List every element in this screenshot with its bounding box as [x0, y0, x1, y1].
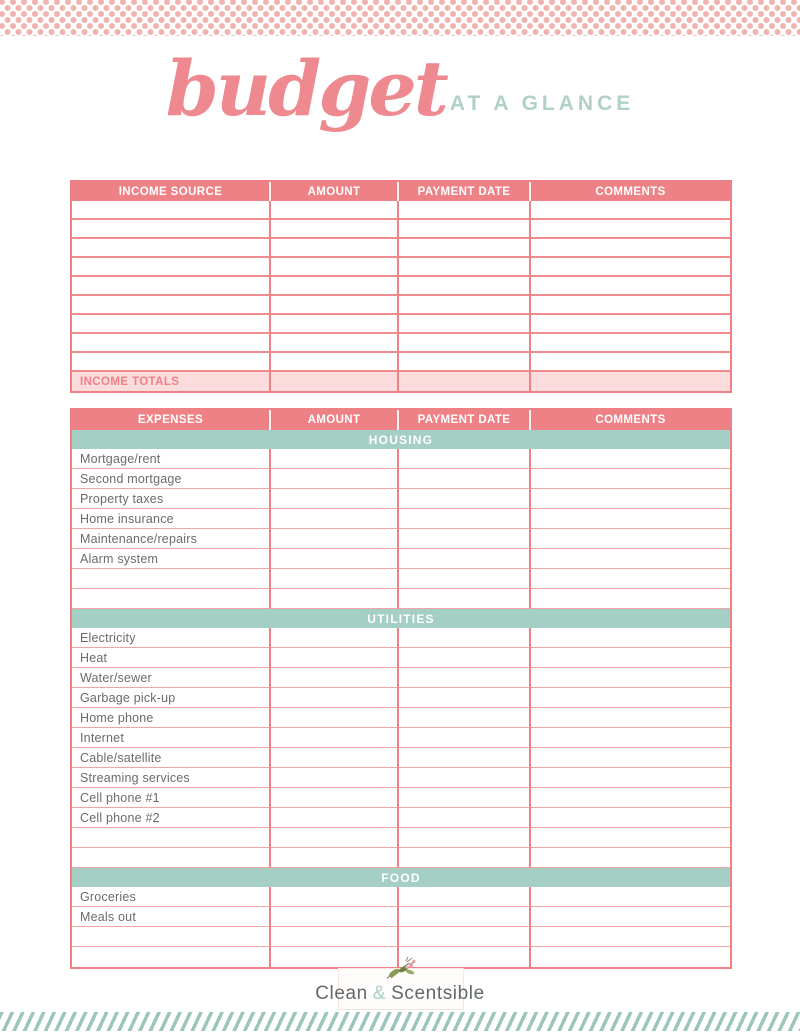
blank-row [72, 277, 730, 296]
entry-cell [399, 469, 531, 489]
entry-cell [531, 808, 730, 828]
income-totals-label: INCOME TOTALS [72, 372, 271, 391]
entry-cell [531, 589, 730, 609]
expense-row [72, 688, 730, 708]
expense-row [72, 768, 730, 788]
title-script-word: budget [165, 44, 446, 133]
totals-entry-cell [271, 372, 399, 391]
expense-label: Internet [72, 728, 271, 748]
entry-cell [399, 628, 531, 648]
entry-cell [399, 549, 531, 569]
entry-cell [399, 907, 531, 927]
entry-cell [399, 449, 531, 469]
entry-cell [72, 315, 271, 334]
blank-row [72, 828, 730, 848]
entry-cell [399, 688, 531, 708]
blank-row [72, 239, 730, 258]
entry-cell [271, 277, 399, 296]
entry-cell [271, 668, 399, 688]
entry-cell [72, 296, 271, 315]
section-band: HOUSING [72, 430, 730, 449]
entry-cell [531, 277, 730, 296]
blank-row [72, 201, 730, 220]
expense-label: Property taxes [72, 489, 271, 509]
floral-sprig-icon [379, 956, 421, 982]
totals-entry-cell [399, 372, 531, 391]
entry-cell [271, 549, 399, 569]
entry-cell [399, 489, 531, 509]
expense-row [72, 449, 730, 469]
blank-row [72, 353, 730, 372]
entry-cell [399, 848, 531, 868]
entry-cell [271, 648, 399, 668]
entry-cell [531, 788, 730, 808]
entry-cell [72, 277, 271, 296]
entry-cell [72, 589, 271, 609]
entry-cell [271, 201, 399, 220]
entry-cell [72, 353, 271, 372]
expense-row [72, 788, 730, 808]
entry-cell [399, 808, 531, 828]
entry-cell [399, 334, 531, 353]
expense-row [72, 808, 730, 828]
entry-cell [271, 258, 399, 277]
entry-cell [399, 748, 531, 768]
section-band: FOOD [72, 868, 730, 887]
blank-row [72, 296, 730, 315]
entry-cell [531, 648, 730, 668]
entry-cell [531, 449, 730, 469]
header-cell: COMMENTS [531, 182, 730, 201]
expense-label: Groceries [72, 887, 271, 907]
expense-row [72, 887, 730, 907]
section-band: UTILITIES [72, 609, 730, 628]
expense-label: Garbage pick-up [72, 688, 271, 708]
entry-cell [399, 927, 531, 947]
entry-cell [271, 569, 399, 589]
expense-label: Home insurance [72, 509, 271, 529]
entry-cell [399, 258, 531, 277]
brand-name [315, 983, 485, 1005]
entry-cell [399, 239, 531, 258]
entry-cell [531, 201, 730, 220]
expense-label: Heat [72, 648, 271, 668]
entry-cell [531, 688, 730, 708]
entry-cell [531, 708, 730, 728]
expense-row [72, 509, 730, 529]
entry-cell [271, 887, 399, 907]
expense-label: Water/sewer [72, 668, 271, 688]
entry-cell [72, 239, 271, 258]
blank-row [72, 927, 730, 947]
income-totals-row [72, 372, 730, 391]
entry-cell [271, 489, 399, 509]
entry-cell [531, 768, 730, 788]
entry-cell [271, 708, 399, 728]
entry-cell [72, 201, 271, 220]
entry-cell [399, 728, 531, 748]
blank-row [72, 848, 730, 868]
entry-cell [531, 258, 730, 277]
expense-label: Streaming services [72, 768, 271, 788]
header-cell: EXPENSES [72, 410, 271, 430]
expense-row [72, 668, 730, 688]
entry-cell [271, 828, 399, 848]
entry-cell [72, 848, 271, 868]
entry-cell [399, 569, 531, 589]
entry-cell [399, 353, 531, 372]
expense-row [72, 728, 730, 748]
entry-cell [531, 549, 730, 569]
entry-cell [399, 315, 531, 334]
entry-cell [271, 334, 399, 353]
expense-row [72, 907, 730, 927]
section-band-row [72, 868, 730, 887]
entry-cell [271, 239, 399, 258]
expense-row [72, 628, 730, 648]
entry-cell [399, 887, 531, 907]
entry-cell [271, 768, 399, 788]
entry-cell [399, 768, 531, 788]
entry-cell [399, 509, 531, 529]
expense-label: Electricity [72, 628, 271, 648]
brand-word-scentsible: Scentsible [391, 983, 485, 1004]
entry-cell [531, 296, 730, 315]
expense-label: Maintenance/repairs [72, 529, 271, 549]
expense-row [72, 489, 730, 509]
entry-cell [271, 808, 399, 828]
page-title [0, 40, 800, 139]
title-suffix: AT A GLANCE [449, 92, 635, 115]
section-band-row [72, 430, 730, 449]
entry-cell [271, 788, 399, 808]
diagonal-stripe-border-bottom [0, 1012, 800, 1031]
entry-cell [271, 449, 399, 469]
brand-word-clean: Clean [315, 983, 368, 1004]
expense-label: Second mortgage [72, 469, 271, 489]
entry-cell [399, 708, 531, 728]
entry-cell [531, 469, 730, 489]
entry-cell [271, 728, 399, 748]
blank-row [72, 258, 730, 277]
expense-label: Cable/satellite [72, 748, 271, 768]
entry-cell [271, 509, 399, 529]
entry-cell [531, 927, 730, 947]
header-cell: INCOME SOURCE [72, 182, 271, 201]
expense-label: Alarm system [72, 549, 271, 569]
entry-cell [399, 788, 531, 808]
entry-cell [271, 469, 399, 489]
entry-cell [531, 848, 730, 868]
entry-cell [271, 927, 399, 947]
expense-label: Mortgage/rent [72, 449, 271, 469]
expense-row [72, 529, 730, 549]
entry-cell [72, 220, 271, 239]
totals-entry-cell [531, 372, 730, 391]
expense-label: Cell phone #1 [72, 788, 271, 808]
section-band-row [72, 609, 730, 628]
entry-cell [531, 239, 730, 258]
entry-cell [531, 748, 730, 768]
entry-cell [399, 220, 531, 239]
entry-cell [72, 569, 271, 589]
income-table [70, 180, 732, 393]
expense-label: Meals out [72, 907, 271, 927]
entry-cell [399, 296, 531, 315]
entry-cell [531, 220, 730, 239]
entry-cell [271, 848, 399, 868]
brand-footer [0, 956, 800, 1005]
expense-label: Home phone [72, 708, 271, 728]
header-row [72, 410, 730, 430]
blank-row [72, 589, 730, 609]
expense-label: Cell phone #2 [72, 808, 271, 828]
expense-table [70, 408, 732, 969]
entry-cell [531, 509, 730, 529]
entry-cell [271, 296, 399, 315]
expense-row [72, 469, 730, 489]
entry-cell [271, 628, 399, 648]
entry-cell [531, 887, 730, 907]
header-cell: AMOUNT [271, 182, 399, 201]
entry-cell [531, 489, 730, 509]
expense-row [72, 708, 730, 728]
entry-cell [271, 220, 399, 239]
entry-cell [271, 688, 399, 708]
entry-cell [531, 353, 730, 372]
entry-cell [531, 334, 730, 353]
blank-row [72, 569, 730, 589]
entry-cell [531, 529, 730, 549]
entry-cell [399, 529, 531, 549]
header-row [72, 182, 730, 201]
header-cell: AMOUNT [271, 410, 399, 430]
entry-cell [531, 907, 730, 927]
header-cell: PAYMENT DATE [399, 410, 531, 430]
entry-cell [531, 728, 730, 748]
header-cell: PAYMENT DATE [399, 182, 531, 201]
entry-cell [72, 927, 271, 947]
entry-cell [271, 315, 399, 334]
expense-row [72, 748, 730, 768]
entry-cell [531, 668, 730, 688]
expense-row [72, 648, 730, 668]
header-cell: COMMENTS [531, 410, 730, 430]
entry-cell [531, 315, 730, 334]
entry-cell [531, 569, 730, 589]
entry-cell [531, 828, 730, 848]
brand-ampersand: & [372, 983, 387, 1004]
blank-row [72, 220, 730, 239]
entry-cell [399, 589, 531, 609]
blank-row [72, 334, 730, 353]
entry-cell [271, 353, 399, 372]
blank-row [72, 315, 730, 334]
entry-cell [72, 828, 271, 848]
entry-cell [271, 748, 399, 768]
entry-cell [271, 589, 399, 609]
entry-cell [399, 668, 531, 688]
entry-cell [72, 334, 271, 353]
entry-cell [399, 277, 531, 296]
entry-cell [271, 907, 399, 927]
expense-row [72, 549, 730, 569]
entry-cell [531, 628, 730, 648]
entry-cell [72, 258, 271, 277]
entry-cell [399, 648, 531, 668]
entry-cell [399, 828, 531, 848]
polka-dot-border-top [0, 0, 800, 36]
entry-cell [399, 201, 531, 220]
entry-cell [271, 529, 399, 549]
